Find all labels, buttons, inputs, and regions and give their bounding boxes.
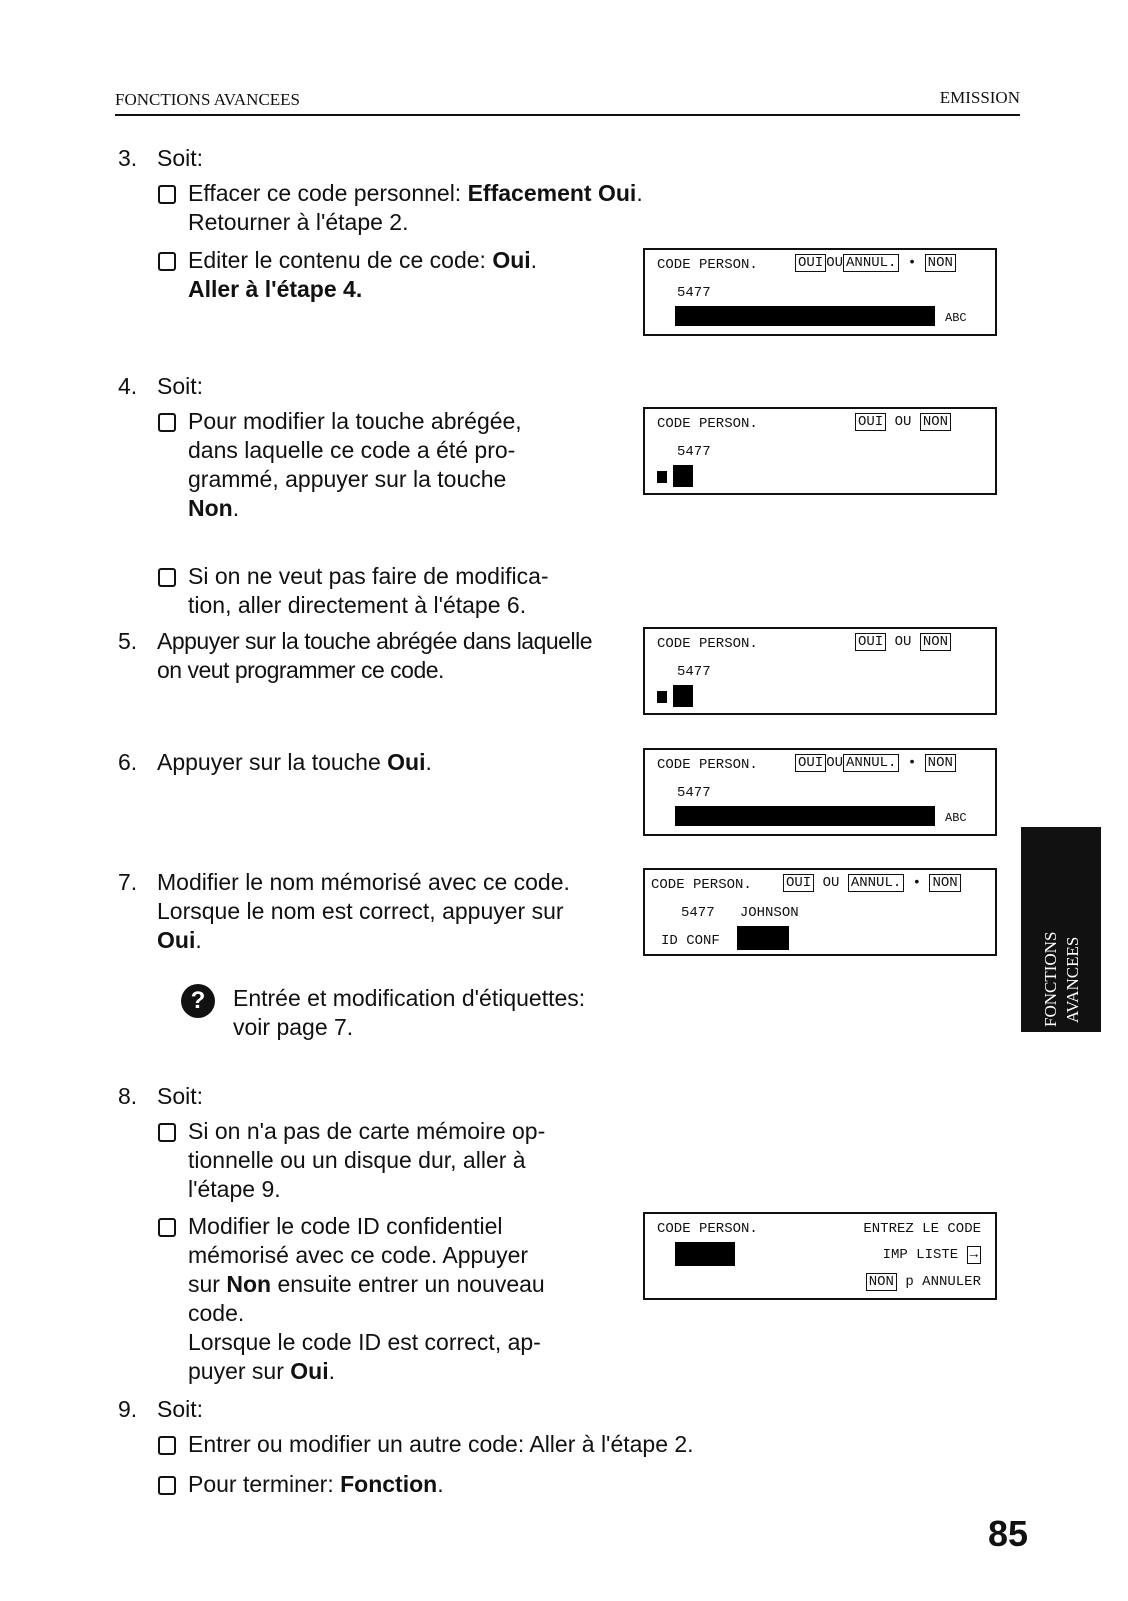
lcd-display-6	[643, 1212, 997, 1300]
step-8-option-1-line3: l'étape 9.	[188, 1176, 281, 1202]
lcd-code: 5477	[677, 664, 711, 680]
step-4-option-1-line3: grammé, appuyer sur la touche	[188, 466, 507, 492]
checkbox-icon	[158, 185, 176, 204]
checkbox-icon	[158, 252, 176, 271]
step-7-line2: Lorsque le nom est correct, appuyer sur	[157, 898, 564, 924]
lcd-cursor-block	[675, 806, 935, 826]
step-3-option-1: Effacer ce code personnel: Effacement Oui.	[188, 180, 643, 206]
step-3-option-1-line2: Retourner à l'étape 2.	[188, 209, 409, 235]
step-9-title: Soit:	[157, 1396, 204, 1422]
lcd-code: 5477	[677, 444, 711, 460]
step-7-number: 7.	[118, 869, 138, 895]
checkbox-icon	[158, 1123, 176, 1142]
step-3-number: 3.	[118, 145, 138, 171]
lcd-display-2	[643, 407, 997, 495]
side-tab-line1: FONCTIONS	[1041, 931, 1060, 1027]
lcd-display-5	[643, 868, 997, 956]
note-line1: Entrée et modification d'étiquettes:	[233, 985, 586, 1011]
lcd-code-name: 5477 JOHNSON	[681, 905, 799, 921]
lcd-abc: ABC	[945, 811, 967, 825]
lcd-code: 5477	[677, 785, 711, 801]
step-8-option-2-line5: Lorsque le code ID est correct, ap-	[188, 1329, 541, 1355]
lcd-keys: OUI OU ANNUL. • NON	[795, 255, 956, 271]
step-8-option-2-line3: sur Non ensuite entrer un nouveau	[188, 1271, 545, 1297]
page-number: 85	[987, 1513, 1028, 1554]
step-8-option-2-line2: mémorisé avec ce code. Appuyer	[188, 1242, 529, 1268]
lcd-code: 5477	[677, 285, 711, 301]
step-4-option-2-line2: tion, aller directement à l'étape 6.	[188, 592, 527, 618]
lcd-label: CODE PERSON.	[657, 1221, 758, 1237]
lcd-label: CODE PERSON.	[651, 877, 752, 893]
step-4-option-2-line1: Si on ne veut pas faire de modifica-	[188, 563, 549, 589]
step-4-option-1-line4: Non.	[188, 495, 240, 521]
checkbox-icon	[158, 1476, 176, 1495]
lcd-label: CODE PERSON.	[657, 757, 758, 773]
step-5-line2: on veut programmer ce code.	[157, 657, 444, 683]
page-header	[115, 88, 1020, 116]
lcd-cursor-block	[737, 926, 789, 950]
checkbox-icon	[158, 1218, 176, 1237]
side-section-tab	[1021, 827, 1101, 1032]
lcd-cursor-block	[673, 465, 693, 487]
lcd-cursor-block	[675, 306, 935, 326]
step-8-title: Soit:	[157, 1083, 204, 1109]
step-8-option-1-line1: Si on n'a pas de carte mémoire op-	[188, 1118, 546, 1144]
lcd-id-conf: ID CONF	[661, 933, 720, 949]
lcd-cursor-block	[673, 685, 693, 707]
lcd-small-block	[657, 691, 667, 703]
side-tab-line2: AVANCEES	[1063, 936, 1082, 1023]
lcd-label: CODE PERSON.	[657, 416, 758, 432]
lcd-keys: OUI OU NON	[855, 634, 951, 650]
checkbox-icon	[158, 1436, 176, 1455]
note-question-icon: ?	[181, 984, 215, 1018]
lcd-entrez: ENTREZ LE CODE	[863, 1221, 981, 1237]
step-6-line1: Appuyer sur la touche Oui.	[157, 749, 432, 775]
step-8-option-2-line4: code.	[188, 1300, 245, 1326]
step-9-number: 9.	[118, 1396, 138, 1422]
header-section-left: FONCTIONS AVANCEES	[115, 90, 300, 109]
lcd-display-4	[643, 748, 997, 836]
step-8-option-2-line6: puyer sur Oui.	[188, 1358, 335, 1384]
checkbox-icon	[158, 413, 176, 432]
lcd-abc: ABC	[945, 311, 967, 325]
step-7-line1: Modifier le nom mémorisé avec ce code.	[157, 869, 570, 895]
step-6-number: 6.	[118, 749, 138, 775]
step-3-option-2-line2: Aller à l'étape 4.	[188, 276, 363, 302]
step-3-title: Soit:	[157, 145, 204, 171]
header-section-right: EMISSION	[939, 88, 1020, 107]
note-line2: voir page 7.	[233, 1014, 354, 1040]
lcd-label: CODE PERSON.	[657, 636, 758, 652]
step-4-option-1-line2: dans laquelle ce code a été pro-	[188, 437, 516, 463]
lcd-small-block	[657, 471, 667, 483]
step-4-number: 4.	[118, 373, 138, 399]
lcd-cursor-block	[675, 1242, 735, 1266]
lcd-label: CODE PERSON.	[657, 257, 758, 273]
step-4-option-1-line1: Pour modifier la touche abrégée,	[188, 408, 522, 434]
step-8-option-2-line1: Modifier le code ID confidentiel	[188, 1213, 503, 1239]
step-7-line3: Oui.	[157, 927, 202, 953]
lcd-display-3	[643, 627, 997, 715]
lcd-imp-liste: IMP LISTE →	[883, 1247, 981, 1263]
step-8-option-1-line2: tionnelle ou un disque dur, aller à	[188, 1147, 526, 1173]
lcd-non-annuler: NON p ANNULER	[866, 1274, 981, 1290]
step-9-option-1: Entrer ou modifier un autre code: Aller à l'étape 2.	[188, 1431, 694, 1457]
lcd-keys: OUI OU NON	[855, 414, 951, 430]
step-9-option-2: Pour terminer: Fonction.	[188, 1471, 444, 1497]
step-5-number: 5.	[118, 628, 138, 654]
step-3-option-2: Editer le contenu de ce code: Oui.	[188, 247, 538, 273]
lcd-keys: OUI OU ANNUL. • NON	[783, 875, 961, 891]
step-4-title: Soit:	[157, 373, 204, 399]
step-8-number: 8.	[118, 1083, 138, 1109]
step-5-line1: Appuyer sur la touche abrégée dans laquelle	[157, 628, 592, 654]
checkbox-icon	[158, 568, 176, 587]
lcd-keys: OUI OU ANNUL. • NON	[795, 755, 956, 771]
lcd-display-1	[643, 248, 997, 336]
